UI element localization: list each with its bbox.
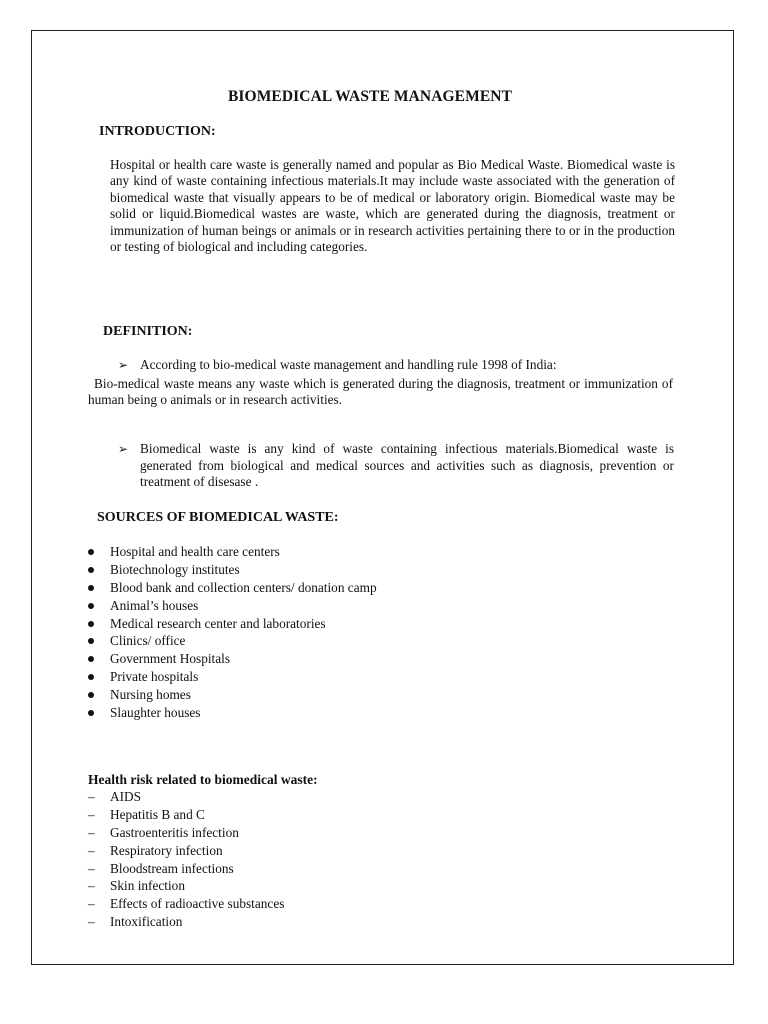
sources-list [88,543,488,722]
list-item: – Respiratory infection [88,842,223,858]
introduction-paragraph: Hospital or health care waste is generally named and popular as Bio Medical Waste. Biomedical waste is any kind of waste containing infectious materials.It may include waste associated with the generation of biomedical waste that visually appears to be of medical or laboratory origin. Biomedical waste may be solid or liquid.Biomedical wastes are waste, which are generated during the diagnosis, treatment or immunization of human beings or animals or in research activities pertaining there to or in the production or testing of biological and including categories. [110,157,675,255]
definition-paragraph: Bio-medical waste means any waste which is generated during the diagnosis, treatment or immunization of human being o animals or in research activities. [88,376,673,408]
document-title: BIOMEDICAL WASTE MANAGEMENT [227,88,513,105]
bullet-dot-icon [88,710,94,716]
list-item: Slaughter houses [88,704,488,722]
list-item: Private hospitals [88,668,488,686]
dash-bullet-icon: – [88,914,95,930]
list-item: Nursing homes [88,686,488,704]
list-item: – Effects of radioactive substances [88,896,285,912]
bullet-dot-icon [88,621,94,627]
dash-bullet-icon: – [88,789,95,804]
list-item: – Intoxification [88,914,183,930]
list-item: Clinics/ office [88,632,488,650]
bullet-dot-icon [88,585,94,591]
arrow-bullet-icon: ➢ [118,358,129,372]
list-item: Biotechnology institutes [88,561,488,579]
list-item: Blood bank and collection centers/ donation camp [88,579,488,597]
bullet-dot-icon [88,567,94,573]
definition-bullet-1 [118,357,678,373]
bullet-dot-icon [88,603,94,609]
health-risks-list [88,788,488,931]
dash-bullet-icon: – [88,806,95,822]
list-item: – Skin infection [88,878,185,894]
list-item: Hospital and health care centers [88,543,488,561]
dash-bullet-icon: – [88,878,95,894]
arrow-bullet-icon: ➢ [118,442,129,457]
list-item: – Hepatitis B and C [88,806,205,822]
list-item: – Gastroenteritis infection [88,824,239,840]
definition-bullet-1-text: According to bio-medical waste management and handling rule 1998 of India: [140,357,557,372]
list-item: Medical research center and laboratories [88,615,488,633]
sources-heading: SOURCES OF BIOMEDICAL WASTE: [97,510,339,525]
dash-bullet-icon: – [88,824,95,840]
dash-bullet-icon: – [88,842,95,858]
bullet-dot-icon [88,549,94,555]
definition-heading: DEFINITION: [103,324,193,339]
health-risks-heading: Health risk related to biomedical waste: [88,772,318,787]
list-item: – AIDS [88,789,142,804]
definition-bullet-2 [118,441,674,490]
dash-bullet-icon: – [88,860,95,876]
list-item: Animal’s houses [88,597,488,615]
dash-bullet-icon: – [88,896,95,912]
definition-bullet-2-text: Biomedical waste is any kind of waste containing infectious materials.Biomedical waste is generated from biological and medical sources and activities such as diagnosis, prevention or treatment of disesase . [140,441,674,490]
list-item: – Bloodstream infections [88,860,234,876]
introduction-heading: INTRODUCTION: [99,124,216,139]
list-item: Government Hospitals [88,650,488,668]
